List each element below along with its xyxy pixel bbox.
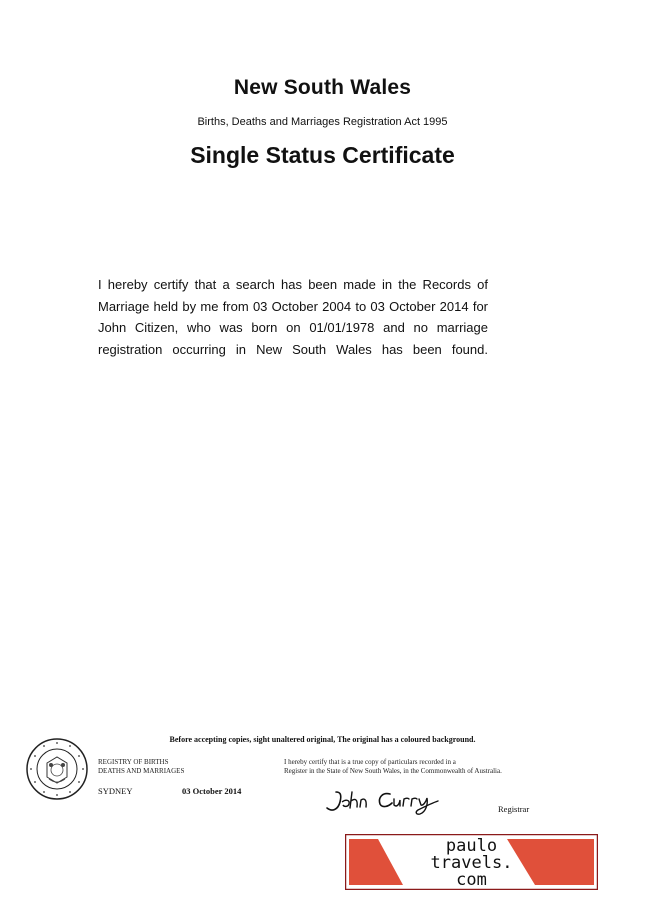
- signature-icon: [322, 786, 446, 816]
- certification-statement: I hereby certify that a search has been made in the Records of Marriage held by me from 03 October 2004 to 03 October 2014 for John Citizen, who was born on 01/01/1978 and no marriage registration occurring in New South Wales has been found.: [98, 277, 488, 357]
- true-copy-line-1: I hereby certify that is a true copy of particulars recorded in a: [284, 758, 456, 766]
- registry-seal-icon: [25, 737, 89, 801]
- watermark-line-1: paulo: [445, 836, 498, 856]
- true-copy-statement: [284, 758, 502, 776]
- watermark-line-3: com: [456, 870, 487, 890]
- issuing-state: New South Wales: [233, 76, 412, 99]
- watermark-line-2: travels.: [430, 853, 513, 873]
- copy-notice: Before accepting copies, sight unaltered original, The original has a coloured background.: [169, 735, 476, 744]
- certificate-title: Single Status Certificate: [190, 142, 455, 168]
- issue-city: SYDNEY: [98, 786, 133, 796]
- registry-name: [98, 758, 184, 776]
- legislation-reference: Births, Deaths and Marriages Registration Act 1995: [197, 116, 448, 128]
- issue-date: 03 October 2014: [182, 786, 242, 796]
- true-copy-line-2: Register in the State of New South Wales, in the Commonwealth of Australia.: [284, 767, 502, 775]
- signatory-role: Registrar: [498, 804, 530, 814]
- registry-line-1: REGISTRY OF BIRTHS: [98, 758, 169, 766]
- registry-line-2: DEATHS AND MARRIAGES: [98, 767, 185, 775]
